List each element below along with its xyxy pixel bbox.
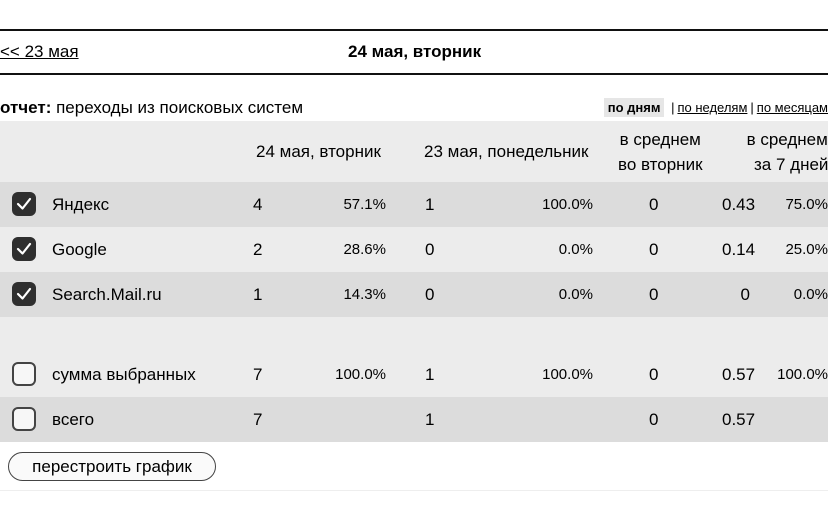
- header-avg-weekday-line2: во вторник: [618, 154, 703, 174]
- sum-label: сумма выбранных: [52, 364, 196, 384]
- period-months-link[interactable]: по месяцам: [756, 100, 828, 115]
- prev-day-link[interactable]: << 23 мая: [0, 42, 79, 61]
- avg-7days-percent: 75.0%: [785, 196, 828, 213]
- day1-percent: 14.3%: [343, 286, 386, 303]
- spacer-row: [0, 317, 828, 352]
- avg-weekday: 0: [649, 194, 659, 214]
- source-name: Яндекс: [52, 194, 110, 214]
- source-name: Search.Mail.ru: [52, 284, 162, 304]
- period-switch: [604, 100, 828, 115]
- day2-percent: 0.0%: [558, 286, 593, 303]
- day1-count: 7: [253, 409, 263, 429]
- period-separator: |: [750, 100, 754, 115]
- day2-count: 0: [425, 239, 435, 259]
- avg-7days: 0.57: [722, 409, 756, 429]
- avg-7days-percent: 0.0%: [793, 286, 828, 303]
- avg-weekday: 0: [649, 239, 659, 259]
- avg-weekday: 0: [649, 409, 659, 429]
- header-avg-7days-line2: за 7 дней: [754, 154, 828, 174]
- bottom-divider: [0, 490, 828, 491]
- check-icon: [15, 240, 33, 258]
- source-name: Google: [52, 239, 107, 259]
- header-day2: 23 мая, понедельник: [424, 142, 589, 161]
- day2-percent: 100.0%: [542, 366, 593, 383]
- row-checkbox[interactable]: [12, 192, 36, 216]
- day2-count: 1: [425, 409, 435, 429]
- avg-7days: 0: [740, 284, 750, 304]
- day1-percent: 28.6%: [343, 241, 386, 258]
- sum-checkbox[interactable]: [12, 362, 36, 386]
- report-label: [0, 98, 303, 118]
- period-separator: |: [671, 100, 675, 115]
- table-row: [0, 182, 828, 227]
- page-title: 24 мая, вторник: [348, 42, 482, 61]
- table-row: [0, 227, 828, 272]
- report-name: переходы из поисковых систем: [51, 98, 304, 117]
- total-checkbox[interactable]: [12, 407, 36, 431]
- day1-percent: 100.0%: [335, 366, 386, 383]
- day1-count: 7: [253, 364, 263, 384]
- period-weeks-link[interactable]: по неделям: [677, 100, 748, 115]
- day2-count: 1: [425, 364, 435, 384]
- day1-percent: 57.1%: [343, 196, 386, 213]
- avg-7days-percent: 100.0%: [777, 366, 828, 383]
- avg-7days: 0.43: [722, 194, 756, 214]
- period-days-active: по дням: [604, 98, 665, 117]
- top-divider: [0, 29, 828, 31]
- day2-count: 1: [425, 194, 435, 214]
- avg-7days: 0.14: [722, 239, 756, 259]
- day2-count: 0: [425, 284, 435, 304]
- total-label: всего: [52, 409, 95, 429]
- day2-percent: 0.0%: [558, 241, 593, 258]
- day1-count: 4: [253, 194, 263, 214]
- avg-weekday: 0: [649, 284, 659, 304]
- avg-weekday: 0: [649, 364, 659, 384]
- table-header: [0, 121, 828, 182]
- day1-count: 2: [253, 239, 263, 259]
- day1-count: 1: [253, 284, 263, 304]
- header-avg-weekday: [618, 121, 703, 182]
- day2-percent: 100.0%: [542, 196, 593, 213]
- row-checkbox[interactable]: [12, 237, 36, 261]
- header-avg-weekday-line1: в среднем: [619, 129, 701, 149]
- header-divider: [0, 73, 828, 75]
- header-avg-7days-line1: в среднем: [746, 129, 828, 149]
- report-label-prefix: отчет:: [0, 98, 52, 117]
- header-day1: 24 мая, вторник: [256, 142, 381, 161]
- header-avg-7days: [746, 121, 828, 182]
- check-icon: [15, 195, 33, 213]
- check-icon: [15, 285, 33, 303]
- total-row: [0, 397, 828, 442]
- sum-row: [0, 352, 828, 397]
- row-checkbox[interactable]: [12, 282, 36, 306]
- avg-7days-percent: 25.0%: [785, 241, 828, 258]
- table-row: [0, 272, 828, 317]
- avg-7days: 0.57: [722, 364, 756, 384]
- rebuild-chart-button[interactable]: перестроить график: [8, 452, 216, 481]
